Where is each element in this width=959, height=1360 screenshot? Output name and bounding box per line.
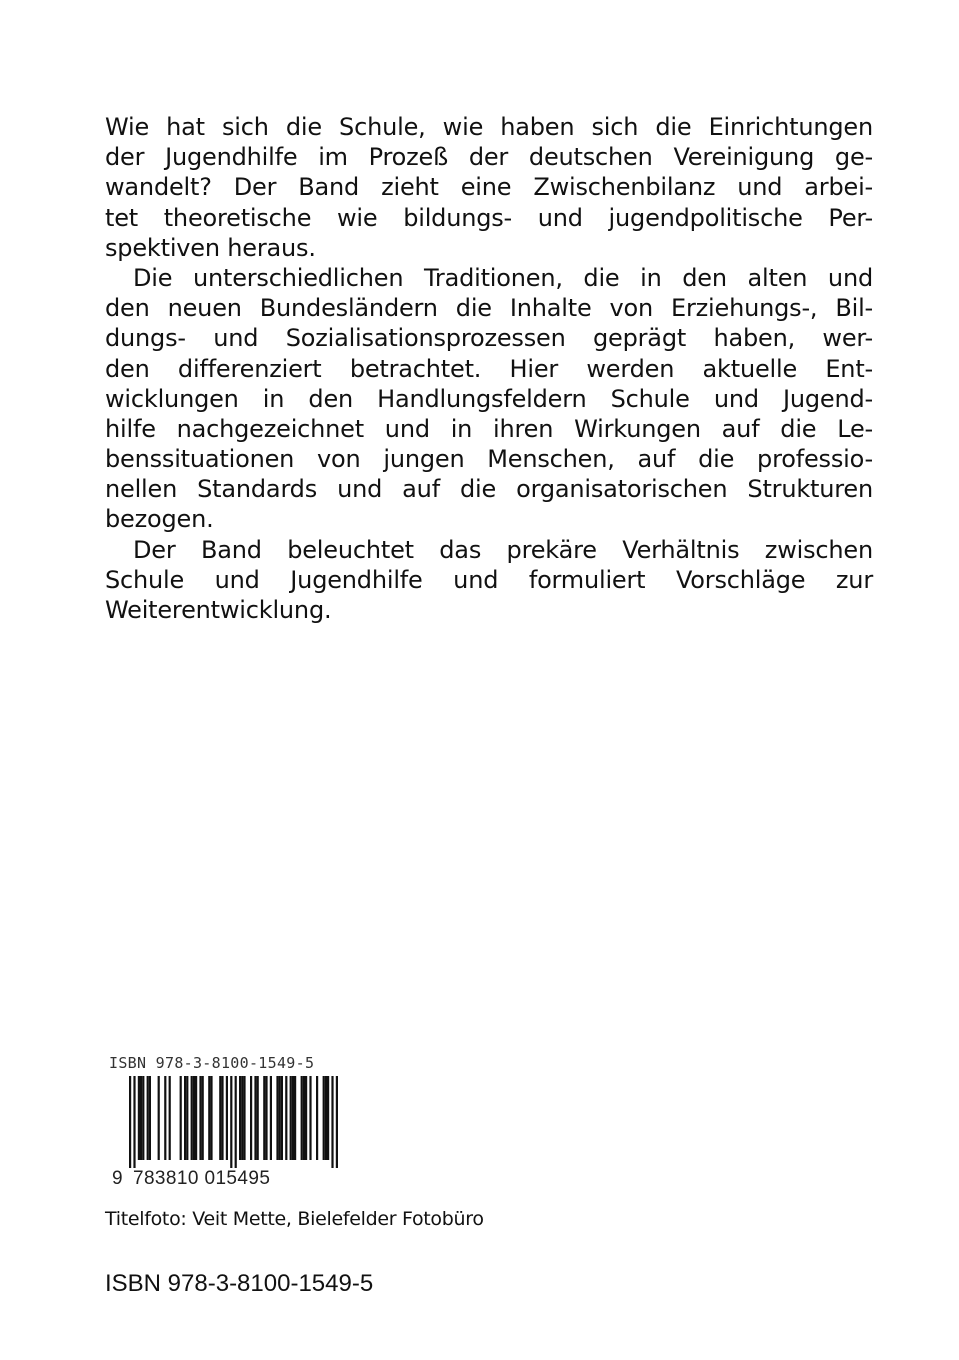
barcode-bar xyxy=(263,1076,265,1160)
barcode-bar xyxy=(301,1076,303,1160)
barcode-bar xyxy=(285,1076,287,1160)
blurb-line: Schule und Jugendhilfe und formuliert Vorschläge zur xyxy=(105,565,873,594)
barcode-bar xyxy=(316,1076,318,1160)
blurb-line: benssituationen von jungen Menschen, auf die professio- xyxy=(105,445,873,474)
barcode-bar xyxy=(140,1076,142,1160)
barcode-bar xyxy=(270,1076,272,1160)
barcode-bar xyxy=(221,1076,223,1160)
barcode-bar xyxy=(186,1076,188,1160)
barcode-bar xyxy=(193,1076,195,1160)
barcode-bar xyxy=(276,1076,278,1160)
barcode-bar xyxy=(323,1076,325,1160)
barcode-bar xyxy=(133,1076,135,1168)
blurb-text xyxy=(105,112,873,625)
barcode-bars xyxy=(107,1076,347,1170)
barcode-bar xyxy=(219,1076,221,1160)
barcode-bar xyxy=(149,1076,151,1160)
barcode-bar xyxy=(239,1076,241,1160)
barcode-bar xyxy=(138,1076,140,1160)
barcode-bar xyxy=(184,1076,186,1160)
blurb-line: spektiven heraus. xyxy=(105,233,316,262)
blurb-line: Weiterentwicklung. xyxy=(105,596,332,624)
blurb-line: dungs- und Sozialisationsprozessen geprägt haben, wer- xyxy=(105,324,873,353)
barcode-bar xyxy=(147,1076,149,1160)
barcode-bar xyxy=(250,1076,252,1160)
barcode-bar xyxy=(243,1076,245,1160)
barcode-bar xyxy=(142,1076,144,1160)
isbn-number: ISBN 978-3-8100-1549-5 xyxy=(105,1270,374,1297)
blurb-line: wicklungen in den Handlungsfeldern Schule und Jugend- xyxy=(105,384,873,413)
barcode-bar xyxy=(195,1076,197,1160)
barcode-bar xyxy=(164,1076,166,1160)
barcode-bar xyxy=(241,1076,243,1160)
barcode-bar xyxy=(279,1076,281,1160)
barcode-bar xyxy=(129,1076,131,1168)
barcode-bar xyxy=(303,1076,305,1160)
barcode-bar xyxy=(208,1076,210,1160)
barcode-bar xyxy=(309,1076,311,1160)
barcode-bar xyxy=(254,1076,256,1160)
barcode xyxy=(107,1054,357,1194)
barcode-bar xyxy=(191,1076,193,1160)
barcode-bar xyxy=(336,1076,338,1168)
barcode-bar xyxy=(226,1076,228,1160)
barcode-isbn-label: ISBN 978-3-8100-1549-5 xyxy=(109,1054,315,1072)
barcode-bar xyxy=(199,1076,201,1160)
blurb-line: bezogen. xyxy=(105,505,214,534)
blurb-line: Die unterschiedlichen Traditionen, die in den alten und xyxy=(133,263,873,292)
blurb-line: hilfe nachgezeichnet und in ihren Wirkungen auf die Le- xyxy=(105,414,873,443)
barcode-bar xyxy=(169,1076,171,1160)
barcode-bar xyxy=(158,1076,160,1160)
barcode-bar xyxy=(325,1076,327,1160)
barcode-bar xyxy=(290,1076,292,1160)
barcode-bar xyxy=(265,1076,267,1160)
barcode-bar xyxy=(180,1076,182,1160)
blurb-line: wandelt? Der Band zieht eine Zwischenbilanz und arbei- xyxy=(105,173,873,202)
barcode-bar xyxy=(294,1076,296,1160)
barcode-bar xyxy=(210,1076,212,1160)
barcode-bar xyxy=(305,1076,307,1160)
blurb-line: den differenziert betrachtet. Hier werden aktuelle Ent- xyxy=(105,354,873,383)
barcode-bar xyxy=(257,1076,259,1160)
blurb-line: der Jugendhilfe im Prozeß der deutschen Vereinigung ge- xyxy=(105,143,873,172)
barcode-bar xyxy=(230,1076,232,1168)
blurb-line: Der Band beleuchtet das prekäre Verhältnis zwischen xyxy=(133,535,873,564)
barcode-bar xyxy=(331,1076,333,1168)
blurb-line: den neuen Bundesländern die Inhalte von Erziehungs-, Bil- xyxy=(105,294,873,323)
blurb-line: nellen Standards und auf die organisatorischen Strukturen xyxy=(105,475,873,504)
barcode-bar xyxy=(235,1076,237,1168)
barcode-bar xyxy=(202,1076,204,1160)
barcode-digits: 783810 015495 xyxy=(133,1168,271,1189)
blurb-line: tet theoretische wie bildungs- und jugendpolitische Per- xyxy=(105,203,873,232)
barcode-bar xyxy=(327,1076,329,1160)
barcode-lead-digit: 9 xyxy=(112,1168,123,1189)
barcode-bar xyxy=(292,1076,294,1160)
blurb-line: Wie hat sich die Schule, wie haben sich die Einrichtungen xyxy=(105,113,873,141)
barcode-bar xyxy=(281,1076,283,1160)
photo-credit: Titelfoto: Veit Mette, Bielefelder Fotobüro xyxy=(105,1208,484,1230)
